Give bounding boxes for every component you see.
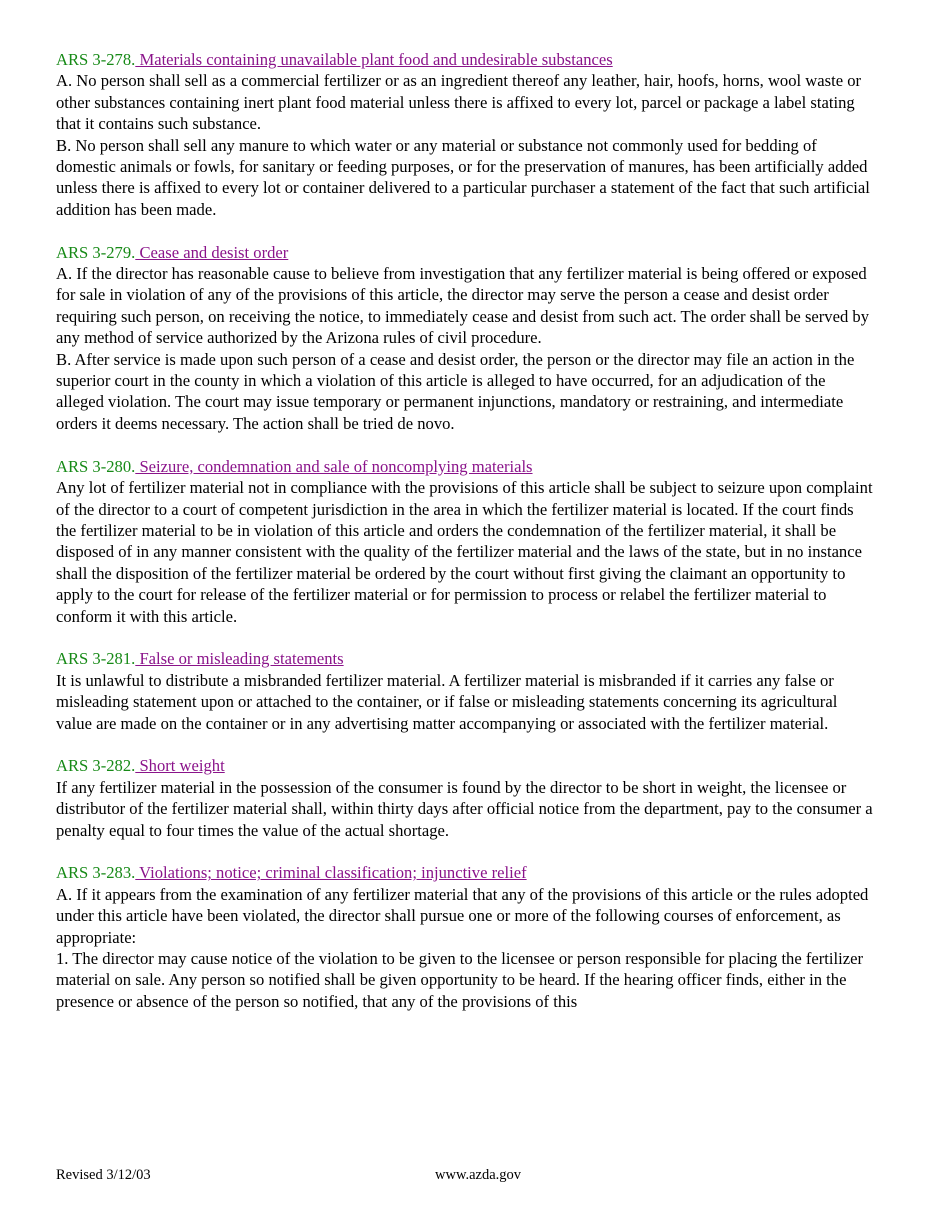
footer-website: www.azda.gov: [435, 1167, 522, 1183]
paragraph: A. No person shall sell as a commercial fertilizer or as an ingredient thereof any leather, hair, hoofs, horns, wool waste or other substances containing inert plant food material unless there is affixed to every lot, parcel or package a label stating that it contains such substance.: [56, 71, 862, 134]
section-number: ARS 3-281.: [56, 649, 136, 669]
footer-revised-date: Revised 3/12/03: [56, 1167, 151, 1183]
section-3-281: [56, 648, 876, 734]
document-body: [56, 49, 876, 1034]
section-3-282: [56, 755, 876, 841]
section-heading: [56, 456, 876, 477]
paragraph: B. After service is made upon such person of a cease and desist order, the person or the director may file an action in the superior court in the county in which a violation of this article is alleged to have occurred, for an adjudication of the alleged violation. The court may issue temporary or permanent injunctions, mandatory or restraining, and intermediate orders it deems necessary. The action shall be tried de novo.: [56, 349, 855, 433]
section-3-279: [56, 242, 876, 435]
section-heading: [56, 242, 876, 263]
section-number: ARS 3-278.: [56, 50, 136, 69]
section-title-link[interactable]: Short weight: [135, 756, 225, 776]
section-heading: [56, 755, 876, 776]
section-heading: [56, 49, 876, 70]
section-title-link[interactable]: Cease and desist order: [135, 242, 289, 262]
section-number: ARS 3-280.: [56, 456, 136, 476]
section-title-link[interactable]: Violations; notice; criminal classification; injunctive relief: [135, 863, 527, 883]
paragraph: A. If it appears from the examination of any fertilizer material that any of the provisions of this article or the rules adopted under this article have been violated, the director shall pursue one or more of the following courses of enforcement, as appropriate:: [56, 884, 869, 947]
paragraph: Any lot of fertilizer material not in compliance with the provisions of this article shall be subject to seizure upon complaint of the director to a court of competent jurisdiction in the area in which the fertilizer material is located. If the court finds the fertilizer material to be in violation of this article and orders the condemnation of the fertilizer material, it shall be disposed of in any manner consistent with the quality of the fertilizer material and the laws of the state, but in no instance shall the disposition of the fertilizer material be ordered by the court without first giving the claimant an opportunity to apply to the court for release of the fertilizer material or for permission to process or relabel the fertilizer material to conform it with this article.: [56, 478, 873, 626]
section-3-280: [56, 456, 876, 627]
section-3-283: [56, 862, 876, 1012]
section-heading: [56, 648, 876, 669]
paragraph: If any fertilizer material in the possession of the consumer is found by the director to be short in weight, the licensee or distributor of the fertilizer material shall, within thirty days after official notice from the department, pay to the consumer a penalty equal to four times the value of the actual shortage.: [56, 777, 873, 840]
paragraph: A. If the director has reasonable cause to believe from investigation that any fertilizer material is being offered or exposed for sale in violation of any of the provisions of this article, the director may serve the person a cease and desist order requiring such person, on receiving the notice, to immediately cease and desist from such act. The order shall be served by any method of service authorized by the Arizona rules of civil procedure.: [56, 264, 869, 348]
section-number: ARS 3-283.: [56, 863, 136, 883]
paragraph: 1. The director may cause notice of the violation to be given to the licensee or person responsible for placing the fertilizer material on sale. Any person so notified shall be given opportunity to be heard. If the hearing officer finds, either in the presence or absence of the person so notified, that any of the provisions of this: [56, 948, 863, 1011]
section-title-link[interactable]: Seizure, condemnation and sale of noncomplying materials: [135, 456, 533, 476]
section-number: ARS 3-279.: [56, 242, 136, 262]
section-number: ARS 3-282.: [56, 756, 136, 776]
paragraph: B. No person shall sell any manure to which water or any material or substance not commonly used for bedding of domestic animals or fowls, for sanitary or feeding purposes, or for the preservation of manures, has been artificially added unless there is affixed to every lot or container delivered to a particular purchaser a statement of the fact that such artificial addition has been made.: [56, 135, 870, 219]
section-title-link[interactable]: Materials containing unavailable plant food and undesirable substances: [135, 50, 613, 69]
section-title-link[interactable]: False or misleading statements: [135, 649, 344, 669]
paragraph: It is unlawful to distribute a misbranded fertilizer material. A fertilizer material is misbranded if it carries any false or misleading statement upon or attached to the container, or if false or misleading statements concerning its agricultural value are made on the container or in any advertising matter accompanying or associated with the fertilizer material.: [56, 670, 838, 733]
section-heading: [56, 862, 876, 883]
section-3-278: [56, 49, 876, 220]
